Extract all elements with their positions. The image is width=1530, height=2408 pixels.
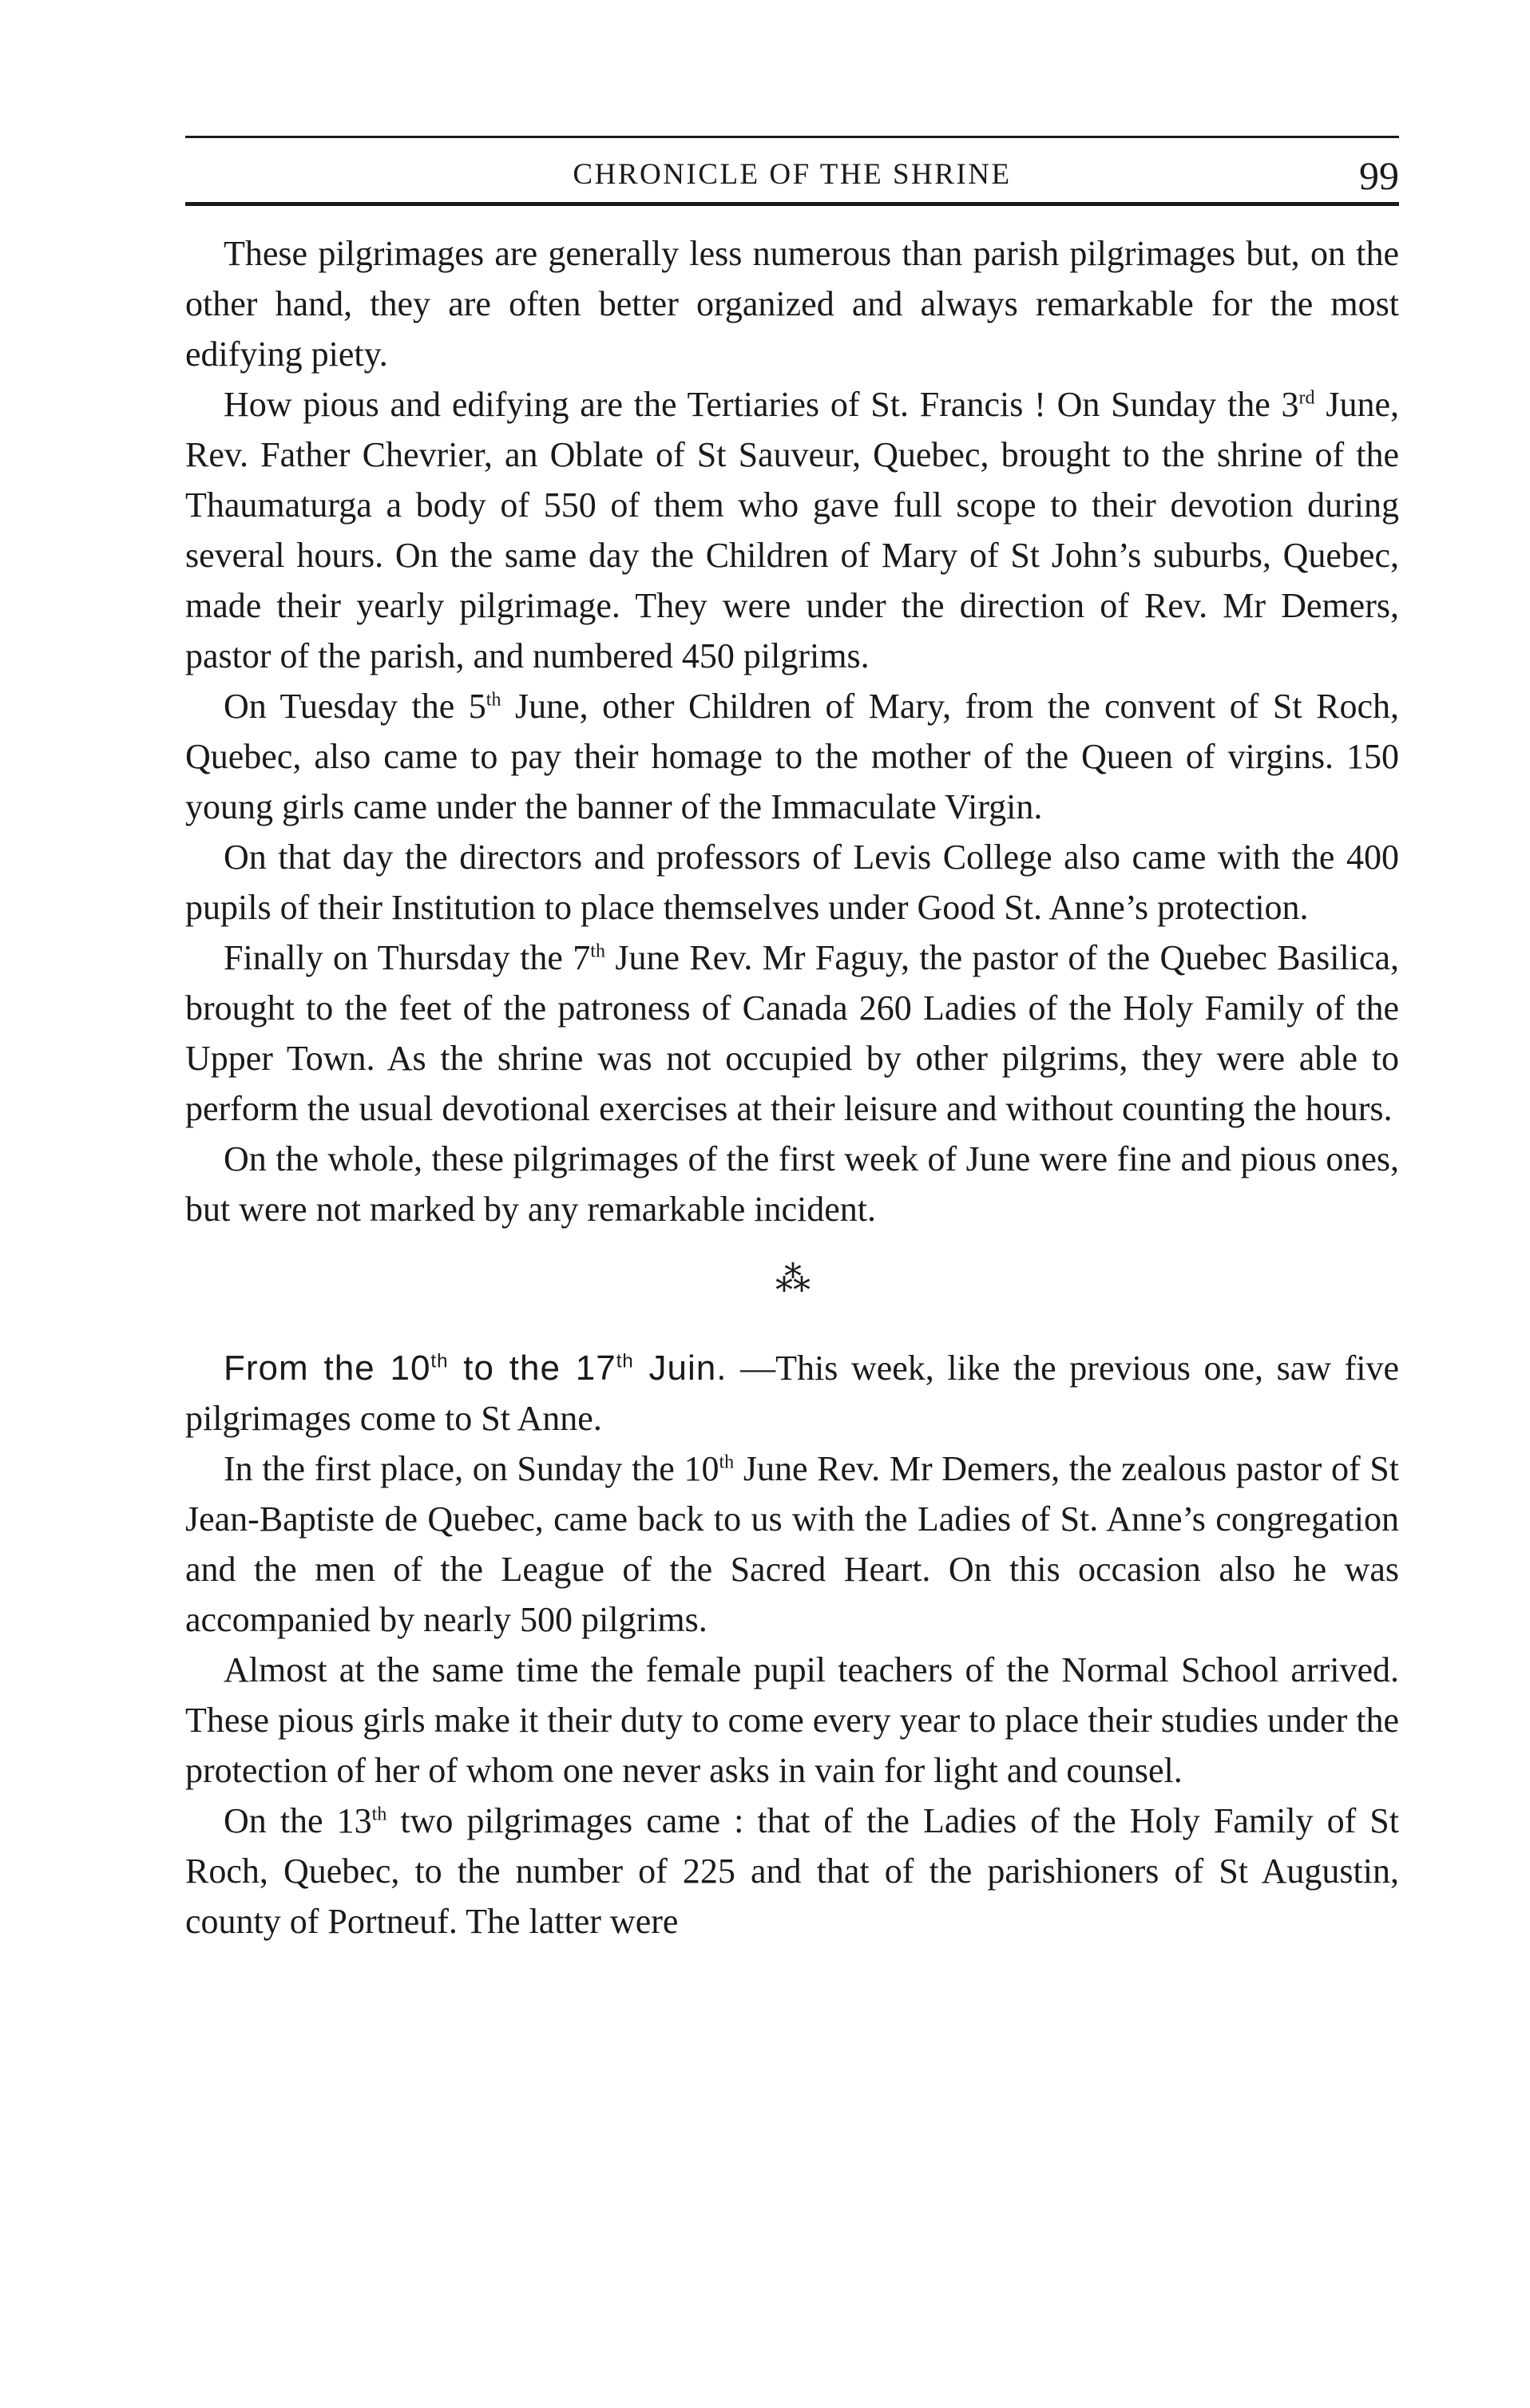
text-run: to the 17 — [448, 1349, 616, 1388]
section-ornament: ⁂ — [775, 1260, 809, 1299]
page-content — [185, 136, 1399, 1947]
text-run: On the whole, these pilgrimages of the first week of June were fine and pious ones, but were not marked by any remarkable incident. — [185, 1139, 1399, 1229]
paragraph — [185, 1796, 1399, 1947]
text-run: June Rev. Mr Faguy, the pastor of the Quebec Basilica, brought to the feet of the patroness of Canada 260 Ladies of the Holy Family of the Upper Town. As the shrine was not occupied by other pilgrims, they were able to perform the usual devotional exercises at their leisure and without counting the hours. — [185, 938, 1399, 1128]
paragraph — [185, 1645, 1399, 1796]
paragraph — [185, 1134, 1399, 1234]
text-run: June, other Children of Mary, from the convent of St Roch, Quebec, also came to pay their homage to the mother of the Queen of virgins. 150 young girls came under the banner of the Immaculate Virgin. — [185, 687, 1399, 826]
paragraph — [185, 379, 1399, 681]
superscript-ordinal: th — [719, 1452, 735, 1473]
paragraph — [185, 681, 1399, 832]
superscript-ordinal: th — [371, 1804, 387, 1825]
text-run: June, Rev. Father Chevrier, an Oblate of St Sauveur, Quebec, brought to the shrine of the Thaumaturga a body of 550 of them who gave full scope to their devotion during several hours. On the same day the Children of Mary of St John’s suburbs, Quebec, made their yearly pilgrimage. They were under the direction of Rev. Mr Demers, pastor of the parish, and numbered 450 pilgrims. — [185, 385, 1400, 675]
paragraph — [185, 1444, 1399, 1645]
superscript-ordinal: th — [486, 689, 501, 711]
top-rule — [185, 136, 1399, 138]
text-run: On that day the directors and professors of Levis College also came with the 400 pupils of their Institution to place themselves under Good St. Anne’s protection. — [185, 838, 1399, 927]
section-heading-tail: —This week, like the previous one, saw five pilgrimages come to St Anne. — [185, 1349, 1400, 1438]
text-run: On Tuesday the 5 — [224, 687, 486, 726]
text-run: How pious and edifying are the Tertiaries of St. Francis ! On Sunday the 3 — [224, 385, 1299, 424]
text-run: From the 10 — [224, 1349, 431, 1388]
section-intro-paragraph — [185, 1343, 1399, 1444]
text-run: Finally on Thursday the 7 — [224, 938, 591, 977]
superscript-ordinal: th — [590, 941, 605, 962]
superscript-ordinal: rd — [1298, 387, 1315, 409]
text-run: Juin. — [633, 1349, 727, 1388]
section-heading — [224, 1349, 727, 1388]
running-head — [185, 152, 1399, 202]
paragraph — [185, 933, 1399, 1134]
running-title: CHRONICLE OF THE SHRINE — [573, 158, 1012, 191]
text-run: On the 13 — [224, 1801, 372, 1840]
superscript-ordinal: th — [430, 1350, 449, 1372]
text-run: two pilgrimages came : that of the Ladies of the Holy Family of St Roch, Quebec, to the number of 225 and that of the parishioners of St Augustin, county of Portneuf. The latter were — [185, 1801, 1399, 1941]
superscript-ordinal: th — [616, 1350, 634, 1372]
text-run: These pilgrimages are generally less numerous than parish pilgrimages but, on the other hand, they are often better organized and always remarkable for the most edifying piety. — [185, 234, 1399, 374]
page-number: 99 — [1359, 153, 1399, 198]
text-run: Almost at the same time the female pupil teachers of the Normal School arrived. These pious girls make it their duty to come every year to place their studies under the protection of her of whom one never asks in vain for light and counsel. — [185, 1650, 1399, 1790]
text-run: In the first place, on Sunday the 10 — [224, 1449, 719, 1488]
paragraph — [185, 228, 1399, 379]
text-run: June Rev. Mr Demers, the zealous pastor of St Jean-Baptiste de Quebec, came back to us with the Ladies of St. Anne’s congregation and the men of the League of the Sacred Heart. On this occasion also he was accompanied by nearly 500 pilgrims. — [185, 1449, 1399, 1639]
paragraph — [185, 832, 1399, 933]
head-rule — [185, 202, 1399, 206]
